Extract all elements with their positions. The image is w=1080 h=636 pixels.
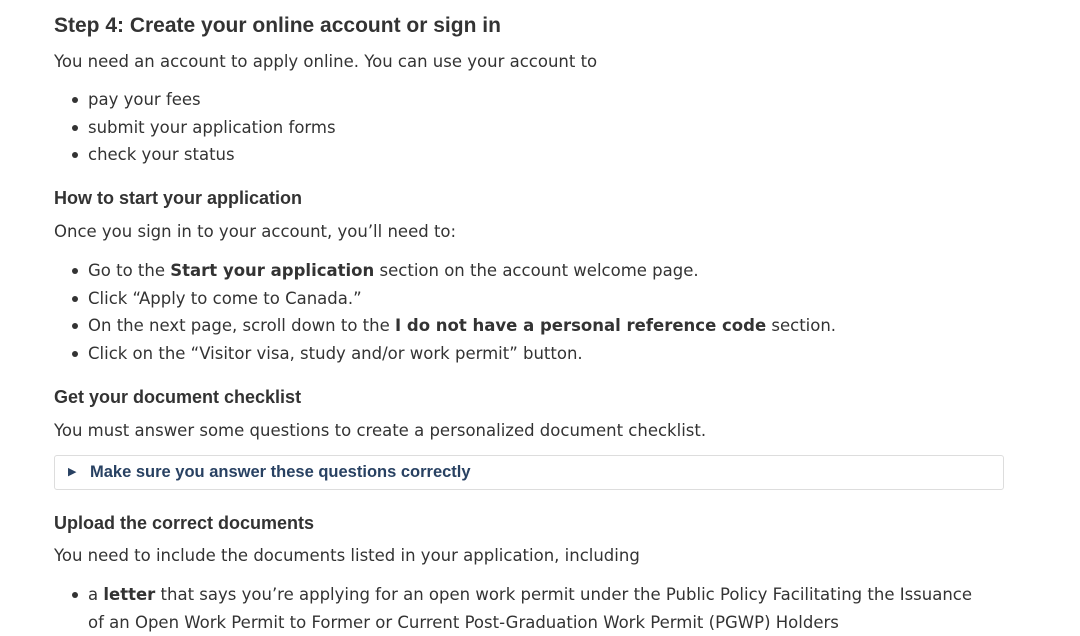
list-item: Click “Apply to come to Canada.” — [54, 285, 836, 313]
document-checklist-heading: Get your document checklist — [54, 387, 302, 407]
answer-questions-expander[interactable] — [54, 455, 1004, 490]
account-intro: You need an account to apply online. You can use your account to — [54, 52, 598, 71]
list-item: submit your application forms — [54, 114, 336, 142]
start-application-heading: How to start your application — [54, 188, 303, 208]
list-item: a letter that says you’re applying for an open work permit under the Public Policy Facilitating the Issuance of an Open Work Permit to Former or Current Post-Graduation Work Permit (PGWP) Holders — [54, 581, 988, 636]
upload-documents-list — [54, 581, 988, 636]
triangle-right-icon: ▶ — [68, 465, 77, 478]
list-item: check your status — [54, 141, 336, 169]
start-steps-list — [54, 257, 836, 367]
expander-label: Make sure you answer these questions correctly — [90, 463, 471, 481]
start-application-intro: Once you sign in to your account, you’ll need to: — [54, 222, 457, 241]
list-item: On the next page, scroll down to the I do not have a personal reference code section. — [54, 312, 836, 340]
list-item: Go to the Start your application section on the account welcome page. — [54, 257, 836, 285]
upload-documents-intro: You need to include the documents listed in your application, including — [54, 546, 640, 565]
account-uses-list — [54, 86, 336, 169]
step-4-heading: Step 4: Create your online account or sign in — [54, 14, 501, 37]
list-item: Click on the “Visitor visa, study and/or work permit” button. — [54, 340, 836, 368]
document-checklist-intro: You must answer some questions to create a personalized document checklist. — [54, 421, 707, 440]
list-item: pay your fees — [54, 86, 336, 114]
upload-documents-heading: Upload the correct documents — [54, 513, 315, 533]
